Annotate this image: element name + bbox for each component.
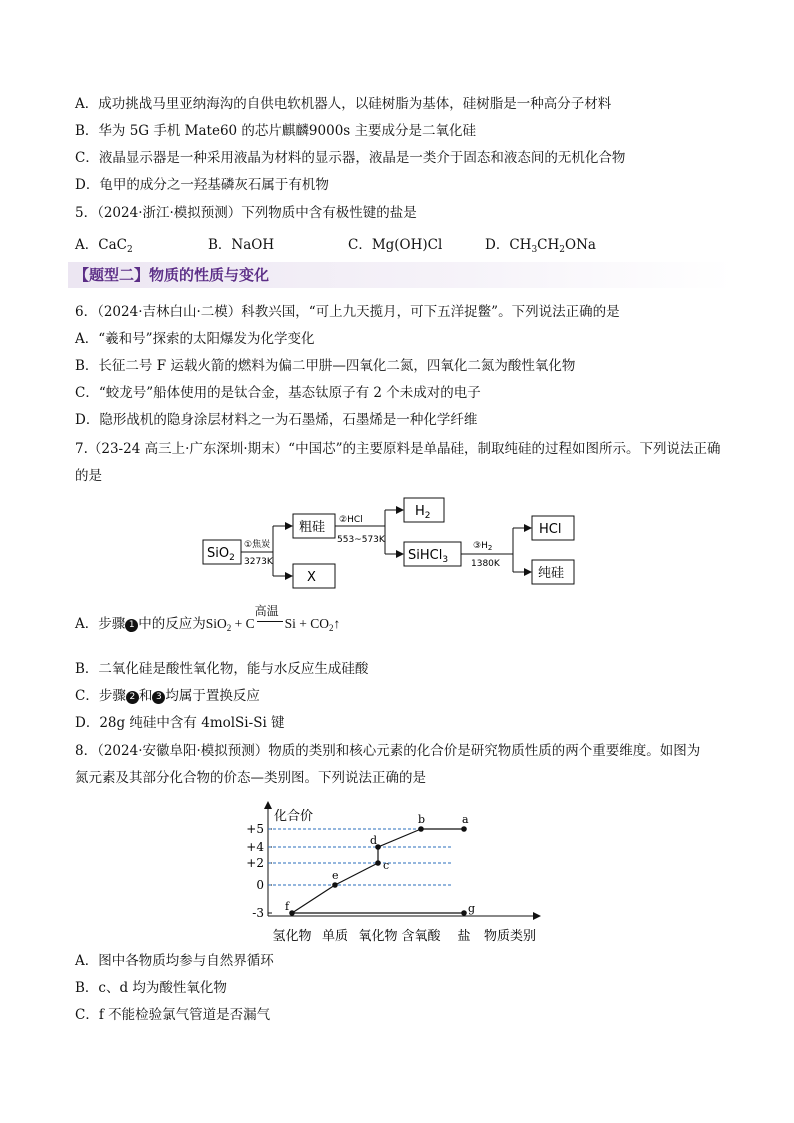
point-c — [375, 860, 381, 866]
step3-temp: 1380K — [471, 559, 500, 569]
step3-condition: $③H_2$ — [473, 541, 493, 552]
reaction-condition: 高温 — [254, 604, 279, 618]
q6-option-a: A．“羲和号”探索的太阳爆发为化学变化 — [75, 331, 315, 347]
q7-stem-line1: 7.（23-24 高三上·广东深圳·期末）“中国芯”的主要原料是单晶硅，制取纯硅的过程如图所示。下列说法正确 — [75, 441, 721, 457]
connector-line — [292, 885, 335, 913]
step1-temp: 3273K — [244, 557, 273, 567]
section-title: 【题型二】物质的性质与变化 — [68, 262, 734, 288]
q6-option-b: B．长征二号 F 运载火箭的燃料为偏二甲肼—四氧化二氮，四氧化二氮为酸性氧化物 — [75, 358, 576, 374]
q6-option-d: D．隐形战机的隐身涂层材料之一为石墨烯，石墨烯是一种化学纤维 — [75, 412, 478, 428]
point-a — [461, 826, 467, 832]
q6-stem: 6．（2024·吉林白山·二模）科教兴国，“可上九天揽月，可下五洋捉鳖”。下列说法正确的是 — [75, 304, 620, 320]
connector-line — [335, 863, 378, 885]
point-label-a: a — [462, 813, 469, 826]
y-tick-label: -3 — [252, 906, 264, 920]
q5-option-d: D．$CH_3CH_2ONa$ — [485, 237, 596, 255]
y-tick-label: +4 — [246, 840, 264, 854]
q5-option-b: B．NaOH — [208, 237, 275, 253]
y-tick-label: 0 — [256, 878, 264, 892]
step2-condition: ②HCl — [339, 515, 363, 525]
q8-stem-line1: 8．（2024·安徽阜阳·模拟预测）物质的类别和核心元素的化合价是研究物质性质的两个重要维度。如图为 — [75, 743, 701, 759]
valence-category-chart — [240, 800, 550, 948]
step2-temp: 553~573K — [337, 535, 385, 545]
q4-option-a: A．成功挑战马里亚纳海沟的自供电软机器人，以硅树脂为基体，硅树脂是一种高分子材料 — [75, 96, 612, 112]
q7-option-d: D．28g 纯硅中含有 4molSi-Si 键 — [75, 715, 285, 731]
x-category-label: 盐 — [457, 929, 471, 944]
point-label-g: g — [468, 902, 476, 915]
crude-si-label: 粗硅 — [299, 520, 326, 535]
q6-option-c: C．“蛟龙号”船体使用的是钛合金，基态钛原子有 2 个未成对的电子 — [75, 385, 481, 401]
point-label-b: b — [418, 813, 426, 826]
hcl-label: HCl — [539, 522, 562, 537]
point-f — [289, 910, 295, 916]
q8-option-b: B．c、d 均为酸性氧化物 — [75, 980, 227, 996]
y-axis-label: 化合价 — [274, 809, 314, 824]
q5-option-a: A．CaC$_2$ — [75, 237, 133, 255]
h2-label: $H_2$ — [415, 504, 431, 521]
q8-option-c: C．f 不能检验氯气管道是否漏气 — [75, 1007, 271, 1023]
pure-si-label: 纯硅 — [538, 566, 565, 581]
q8-stem-line2: 氮元素及其部分化合物的价态—类别图。下列说法正确的是 — [75, 770, 426, 786]
x-category-label: 氢化物 — [272, 929, 312, 944]
point-label-d: d — [370, 834, 378, 847]
point-label-c: c — [383, 859, 390, 872]
x-label: X — [307, 570, 316, 585]
q7-option-b: B．二氧化硅是酸性氧化物，能与水反应生成硅酸 — [75, 661, 369, 677]
point-label-e: e — [332, 869, 339, 882]
silicon-process-flowchart — [195, 492, 595, 592]
q5-stem: 5．（2024·浙江·模拟预测）下列物质中含有极性键的盐是 — [75, 205, 417, 221]
x-axis-label: 物质类别 — [484, 929, 537, 944]
point-b — [418, 826, 424, 832]
point-e — [332, 882, 338, 888]
step1-condition: ①焦炭 — [244, 540, 271, 550]
point-g — [461, 910, 467, 916]
point-label-f: f — [285, 900, 290, 913]
sio2-label: SiO$_2$ — [207, 546, 235, 563]
q7-option-a: A．步骤 1 中的反应为SiO$_2$ + C 高温 $Si + CO_2↑$ — [75, 604, 341, 633]
y-tick-label: +5 — [246, 822, 264, 836]
y-tick-label: +2 — [246, 856, 264, 870]
connector-line — [378, 829, 421, 847]
sihcl3-label: SiHCl$_3$ — [408, 548, 449, 565]
x-category-label: 单质 — [321, 929, 349, 944]
q8-option-a: A．图中各物质均参与自然界循环 — [75, 953, 274, 969]
q7-stem-line2: 的是 — [75, 468, 102, 484]
x-category-label: 含氧酸 — [401, 929, 441, 944]
q7-option-c: C．步骤 2 和 3 均属于置换反应 — [75, 688, 260, 704]
q4-option-b: B．华为 5G 手机 Mate60 的芯片麒麟9000s 主要成分是二氧化硅 — [75, 123, 476, 139]
q4-option-d: D．龟甲的成分之一羟基磷灰石属于有机物 — [75, 177, 329, 193]
q5-option-c: C．Mg(OH)Cl — [348, 237, 443, 253]
q4-option-c: C．液晶显示器是一种采用液晶为材料的显示器，液晶是一类介于固态和液态间的无机化合物 — [75, 150, 626, 166]
x-category-label: 氧化物 — [358, 929, 398, 944]
